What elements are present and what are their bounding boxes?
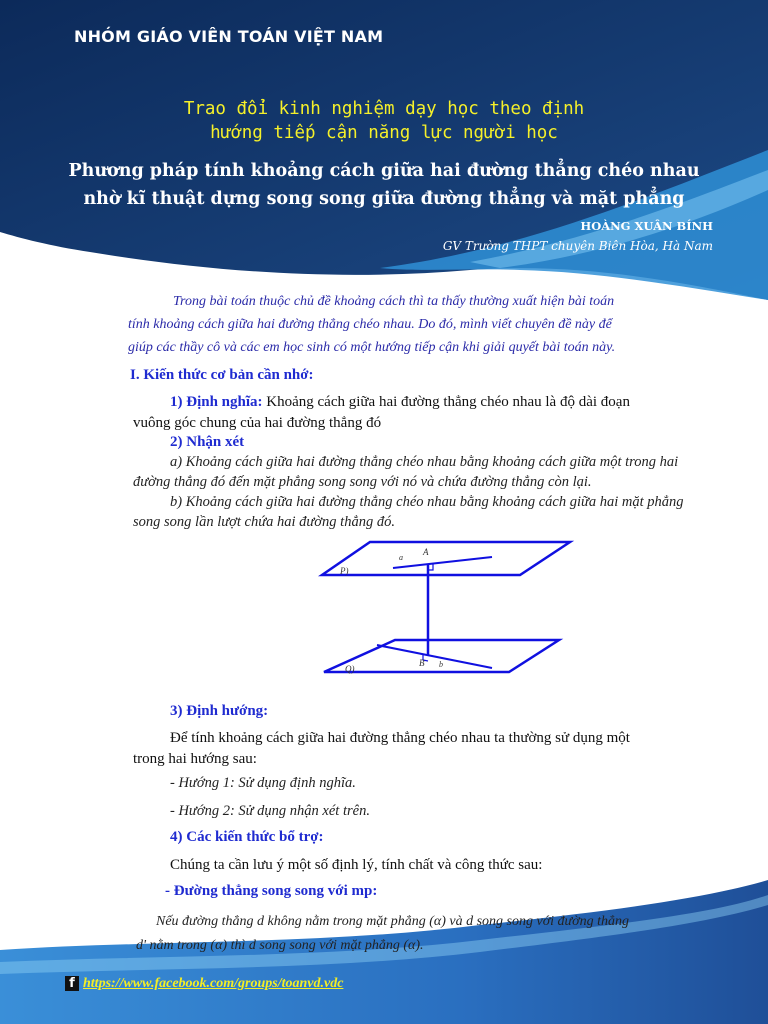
skew-lines-figure — [297, 530, 593, 698]
section-heading: I. Kiến thức cơ bản cần nhớ: — [130, 367, 314, 383]
main-title-line1: Trao đổi kinh nghiệm dạy học theo định — [183, 99, 585, 119]
definition-paragraph — [170, 392, 630, 413]
label-P: P) — [340, 566, 349, 576]
subtitle-line2: nhờ kĩ thuật dựng song song giữa đường thẳng và mặt phẳng — [83, 189, 685, 209]
remark-a-line2: đường thẳng đó đến mặt phẳng song song với nó và chứa đường thẳng còn lại. — [133, 474, 592, 490]
label-B: B — [419, 658, 425, 668]
remark-b-line2: song song lần lượt chứa hai đường thẳng đó. — [133, 514, 395, 530]
direction-text-line2: trong hai hướng sau: — [133, 751, 257, 767]
intro-line3: giúp các thầy cô và các em học sinh có một hướng tiếp cận khi giải quyết bài toán này. — [128, 340, 616, 355]
remark-a-line1: a) Khoảng cách giữa hai đường thẳng chéo nhau bằng khoảng cách giữa một trong hai — [170, 454, 679, 470]
intro-line2: tính khoảng cách giữa hai đường thẳng chéo nhau. Do đó, mình viết chuyên đề này để — [128, 317, 612, 332]
line-b — [377, 645, 492, 668]
label-Q: Q) — [345, 664, 355, 674]
definition-label: 1) Định nghĩa: — [170, 394, 263, 410]
parallel-label: - Đường thẳng song song với mp: — [165, 883, 378, 899]
support-text: Chúng ta cần lưu ý một số định lý, tính chất và công thức sau: — [170, 857, 543, 873]
label-b: b — [439, 660, 443, 669]
direction-option-2: - Hướng 2: Sử dụng nhận xét trên. — [170, 803, 370, 819]
direction-label: 3) Định hướng: — [170, 703, 269, 719]
facebook-icon: f — [65, 976, 79, 991]
author-affiliation: GV Trường THPT chuyên Biên Hòa, Hà Nam — [442, 239, 713, 253]
facebook-group-link[interactable]: https://www.facebook.com/groups/toanvd.vdc — [83, 976, 344, 991]
label-a: a — [399, 553, 403, 562]
support-label: 4) Các kiến thức bổ trợ: — [170, 829, 324, 845]
parallel-text-line1: Nếu đường thẳng d không nằm trong mặt phẳng (α) và d song song với đường thẳng — [156, 914, 630, 929]
subtitle-line1: Phương pháp tính khoảng cách giữa hai đường thẳng chéo nhau — [68, 161, 700, 181]
definition-text: Khoảng cách giữa hai đường thẳng chéo nhau là độ dài đoạn — [262, 394, 630, 410]
intro-line1: Trong bài toán thuộc chủ đề khoảng cách thì ta thấy thường xuất hiện bài toán — [173, 294, 615, 309]
definition-text-line2: vuông góc chung của hai đường thẳng đó — [133, 415, 382, 431]
label-A: A — [423, 547, 429, 557]
parallel-text-line2: d' nằm trong (α) thì d song song với mặt phẳng (α). — [136, 938, 424, 953]
group-name: NHÓM GIÁO VIÊN TOÁN VIỆT NAM — [74, 27, 384, 46]
main-title-line2: hướng tiếp cận năng lực người học — [210, 123, 558, 143]
direction-option-1: - Hướng 1: Sử dụng định nghĩa. — [170, 775, 356, 791]
author-name: HOÀNG XUÂN BÍNH — [580, 219, 713, 233]
remark-b-line1: b) Khoảng cách giữa hai đường thẳng chéo nhau bằng khoảng cách giữa hai mặt phẳng — [170, 494, 684, 510]
line-a — [393, 557, 492, 568]
plane-p — [322, 542, 570, 575]
direction-text-line1: Để tính khoảng cách giữa hai đường thẳng chéo nhau ta thường sử dụng một — [170, 730, 630, 746]
remark-label: 2) Nhận xét — [170, 434, 245, 450]
